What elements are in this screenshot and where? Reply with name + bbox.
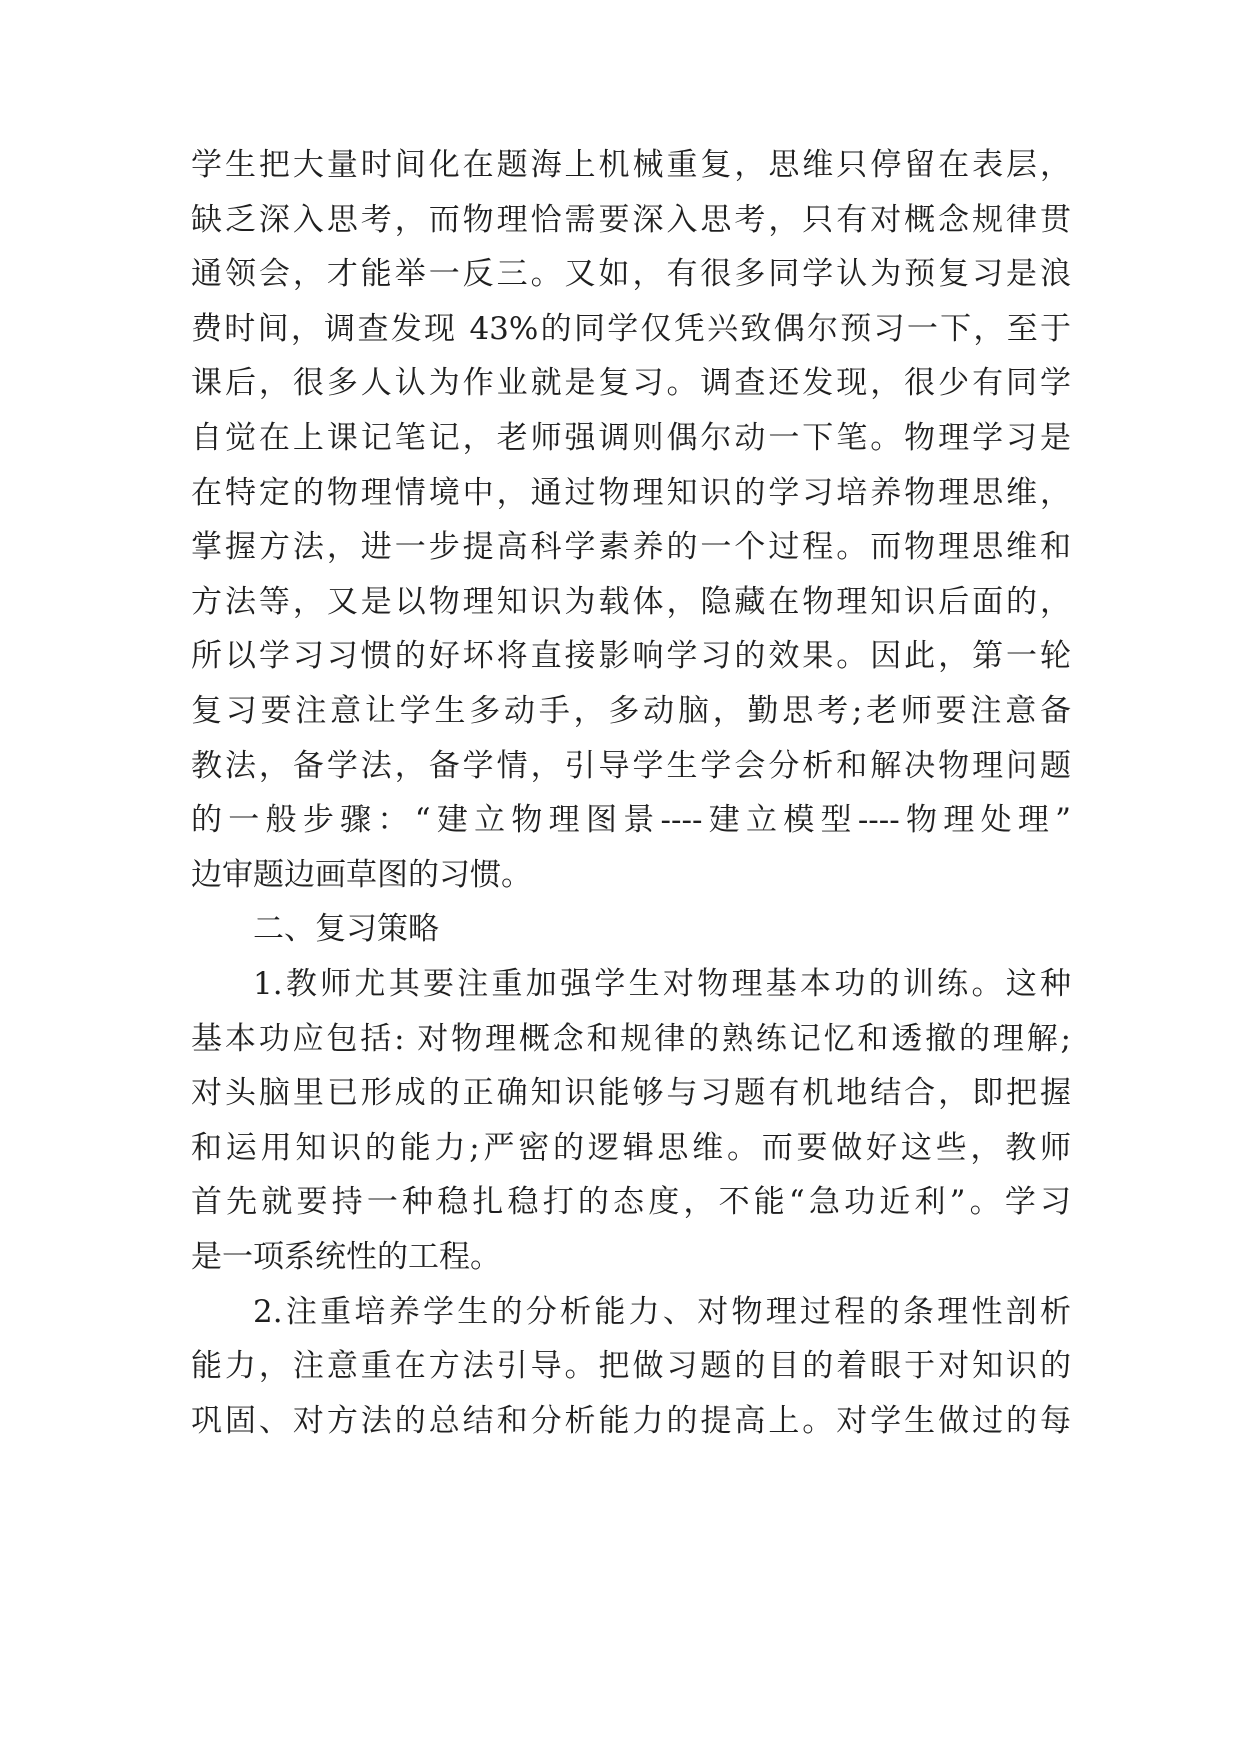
text-line: 费时间，调查发现 43%的同学仅凭兴致偶尔预习一下，至于 <box>191 310 1071 347</box>
text-line: 教法，备学法，备学情，引导学生学会分析和解决物理问题 <box>191 747 1071 784</box>
text-line: 边审题边画草图的习惯。 <box>191 856 532 893</box>
text-line: 能力，注意重在方法引导。把做习题的目的着眼于对知识的 <box>191 1348 1071 1385</box>
text-line: 2.注重培养学生的分析能力、对物理过程的条理性剖析 <box>253 1293 1071 1330</box>
text-line: 缺乏深入思考，而物理恰需要深入思考，只有对概念规律贯 <box>191 201 1071 238</box>
text-line: 学生把大量时间化在题海上机械重复，思维只停留在表层， <box>191 147 1071 183</box>
text-line: 巩固、对方法的总结和分析能力的提高上。对学生做过的每 <box>191 1402 1071 1439</box>
text-line: 基本功应包括: 对物理概念和规律的熟练记忆和透撤的理解; <box>191 1020 1071 1057</box>
text-line: 对头脑里已形成的正确知识能够与习题有机地结合，即把握 <box>191 1075 1071 1112</box>
text-line: 在特定的物理情境中，通过物理知识的学习培养物理思维， <box>191 474 1071 511</box>
text-line: 所以学习习惯的好坏将直接影响学习的效果。因此，第一轮 <box>191 638 1071 675</box>
text-line: 二、复习策略 <box>253 911 439 948</box>
text-line: 复习要注意让学生多动手，多动脑，勤思考;老师要注意备 <box>191 693 1071 729</box>
text-line: 的一般步骤：“建立物理图景----建立模型----物理处理” <box>191 802 1071 839</box>
text-line: 是一项系统性的工程。 <box>191 1239 501 1275</box>
text-line: 掌握方法，进一步提高科学素养的一个过程。而物理思维和 <box>191 529 1071 566</box>
text-line: 通领会，才能举一反三。又如，有很多同学认为预复习是浪 <box>191 256 1071 293</box>
text-line: 自觉在上课记笔记，老师强调则偶尔动一下笔。物理学习是 <box>191 420 1071 456</box>
text-line: 课后，很多人认为作业就是复习。调查还发现，很少有同学 <box>191 365 1071 402</box>
text-line: 和运用知识的能力;严密的逻辑思维。而要做好这些，教师 <box>191 1129 1071 1166</box>
text-line: 1.教师尤其要注重加强学生对物理基本功的训练。这种 <box>253 966 1071 1002</box>
text-line: 方法等，又是以物理知识为载体，隐藏在物理知识后面的， <box>191 583 1071 620</box>
text-line: 首先就要持一种稳扎稳打的态度，不能“急功近利”。学习 <box>191 1184 1071 1221</box>
